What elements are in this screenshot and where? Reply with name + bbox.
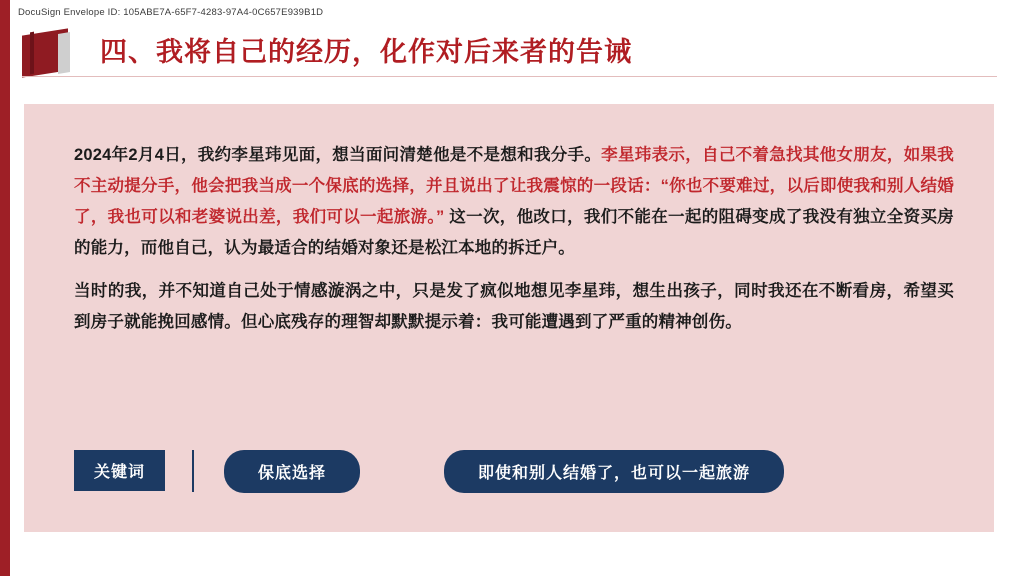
docusign-envelope-id: DocuSign Envelope ID: 105ABE7A-65F7-4283-97A4-0C657E939B1D bbox=[18, 7, 324, 18]
book-icon bbox=[22, 32, 80, 74]
paragraph-1-part-2: 这一次，他改口，我们不能在一起的阻碍变成了我没有独立全资买房的能力，而他自己，认为最适合的结婚对象还是松江本地的拆迁户。 bbox=[74, 208, 954, 257]
keyword-tag-1[interactable]: 保底选择 bbox=[224, 450, 360, 493]
title-divider bbox=[22, 76, 997, 77]
paragraph-1-part-1: 2024年2月4日，我约李星玮见面，想当面问清楚他是不是想和我分手。 bbox=[74, 146, 602, 164]
left-accent-bar bbox=[0, 0, 10, 576]
keyword-label-tick bbox=[192, 450, 194, 492]
paragraph-1 bbox=[74, 140, 954, 264]
slide-header bbox=[0, 24, 1024, 80]
page-title: 四、我将自己的经历，化作对后来者的告诫 bbox=[100, 37, 632, 67]
keyword-tag-2[interactable]: 即使和别人结婚了，也可以一起旅游 bbox=[444, 450, 784, 493]
content-panel bbox=[24, 104, 994, 532]
paragraph-1-highlight: 李星玮表示，自己不着急找其他女朋友，如果我不主动提分手，他会把我当成一个保底的选择，并且说出了让我震惊的一段话：“你也不要难过，以后即使我和别人结婚了，我也可以和老婆说出差，我们可以一起旅游。” bbox=[74, 146, 955, 226]
paragraph-2: 当时的我，并不知道自己处于情感漩涡之中，只是发了疯似地想见李星玮，想生出孩子，同时我还在不断看房，希望买到房子就能挽回感情。但心底残存的理智却默默提示着：我可能遭遇到了严重的精神创伤。 bbox=[74, 282, 954, 331]
keyword-label: 关键词 bbox=[74, 450, 165, 491]
body-text-block bbox=[74, 140, 954, 338]
